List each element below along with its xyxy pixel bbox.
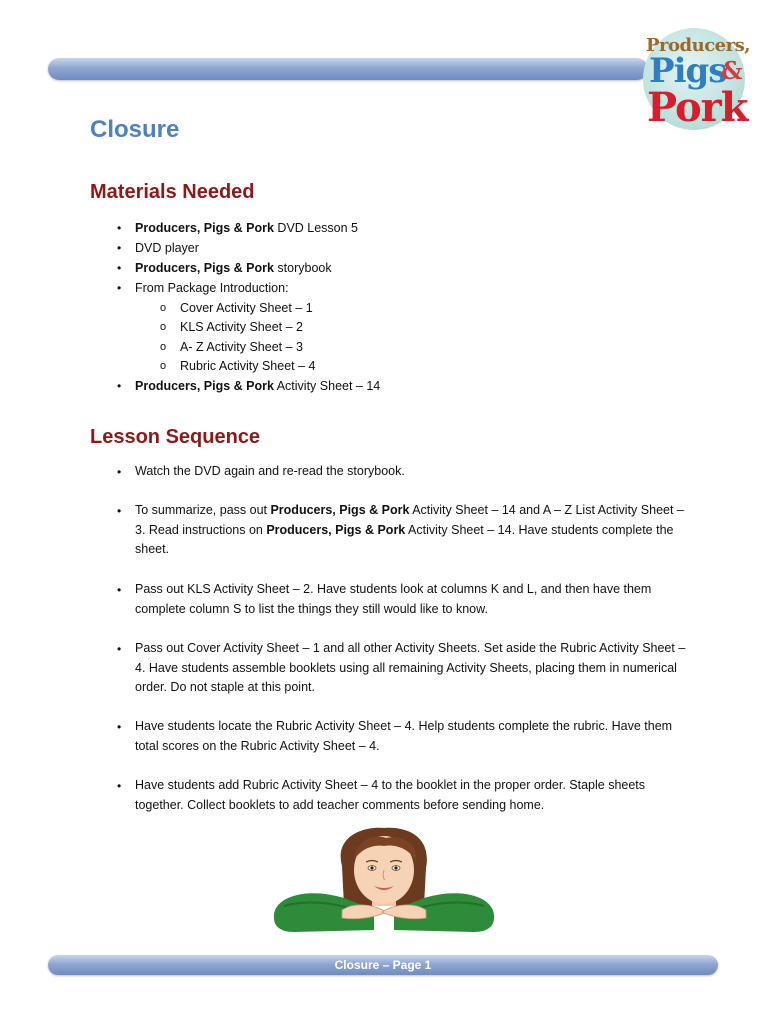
bullet: • xyxy=(117,379,122,393)
lesson-step: Pass out KLS Activity Sheet – 2. Have students look at columns K and L, and then have them complete column S to list the things they still would like to know. xyxy=(135,582,652,616)
materials-sub-item: Rubric Activity Sheet – 4 xyxy=(180,359,316,373)
sub-bullet: o xyxy=(160,321,167,333)
logo-word-producers: Producers, xyxy=(646,35,750,56)
materials-item: Producers, Pigs & Pork storybook xyxy=(135,261,332,275)
materials-sub-item: KLS Activity Sheet – 2 xyxy=(180,320,303,334)
logo-word-pigs: Pigs xyxy=(649,51,727,91)
lesson-step: To summarize, pass out Producers, Pigs & Pork Activity Sheet – 14 and A – Z List Activity Sheet – 3. Read instructions on Producers, Pigs & Pork Activity Sheet – 14. Have students complete the sheet. xyxy=(135,503,684,556)
bullet: • xyxy=(117,583,122,597)
sub-bullet: o xyxy=(160,341,167,353)
materials-item: DVD player xyxy=(135,241,199,255)
materials-sub-item: Cover Activity Sheet – 1 xyxy=(180,301,313,315)
lesson-step: Have students add Rubric Activity Sheet – 4 to the booklet in the proper order. Staple sheets together. Collect booklets to add teacher comments before sending home. xyxy=(135,778,646,812)
page-title: Closure xyxy=(90,116,180,143)
bullet: • xyxy=(117,720,122,734)
bullet: • xyxy=(117,465,122,479)
lesson-step: Watch the DVD again and re-read the storybook. xyxy=(135,464,405,478)
sub-bullet: o xyxy=(160,302,167,314)
lesson-step: Pass out Cover Activity Sheet – 1 and all other Activity Sheets. Set aside the Rubric Activity Sheet – 4. Have students assemble booklets using all remaining Activity Sheets, placing them in numerical order. Do not staple at this point. xyxy=(135,641,686,694)
materials-heading: Materials Needed xyxy=(90,181,255,203)
lesson-sequence-heading: Lesson Sequence xyxy=(90,426,261,448)
sub-bullet: o xyxy=(160,360,167,372)
bullet: • xyxy=(117,261,122,275)
page-footer: Closure – Page 1 xyxy=(334,958,432,972)
bullet: • xyxy=(117,221,122,235)
materials-sub-item: A- Z Activity Sheet – 3 xyxy=(180,340,303,354)
materials-item: Producers, Pigs & Pork Activity Sheet – 14 xyxy=(135,379,381,393)
logo-word-pork: Pork xyxy=(647,84,748,131)
footer-bar xyxy=(48,955,718,975)
producers-pigs-pork-logo xyxy=(641,24,749,132)
header-bar xyxy=(48,58,648,80)
materials-item: From Package Introduction: xyxy=(135,281,289,295)
lesson-step: Have students locate the Rubric Activity Sheet – 4. Help students complete the rubric. Have them total scores on the Rubric Activity Sheet – 4. xyxy=(135,719,673,753)
bullet: • xyxy=(117,779,122,793)
bullet: • xyxy=(117,642,122,656)
bullet: • xyxy=(117,241,122,255)
logo-ampersand: & xyxy=(721,56,743,85)
bullet: • xyxy=(117,504,122,518)
materials-item: Producers, Pigs & Pork DVD Lesson 5 xyxy=(135,221,359,235)
girl-resting-chin-illustration xyxy=(264,826,504,936)
bullet: • xyxy=(117,281,122,295)
